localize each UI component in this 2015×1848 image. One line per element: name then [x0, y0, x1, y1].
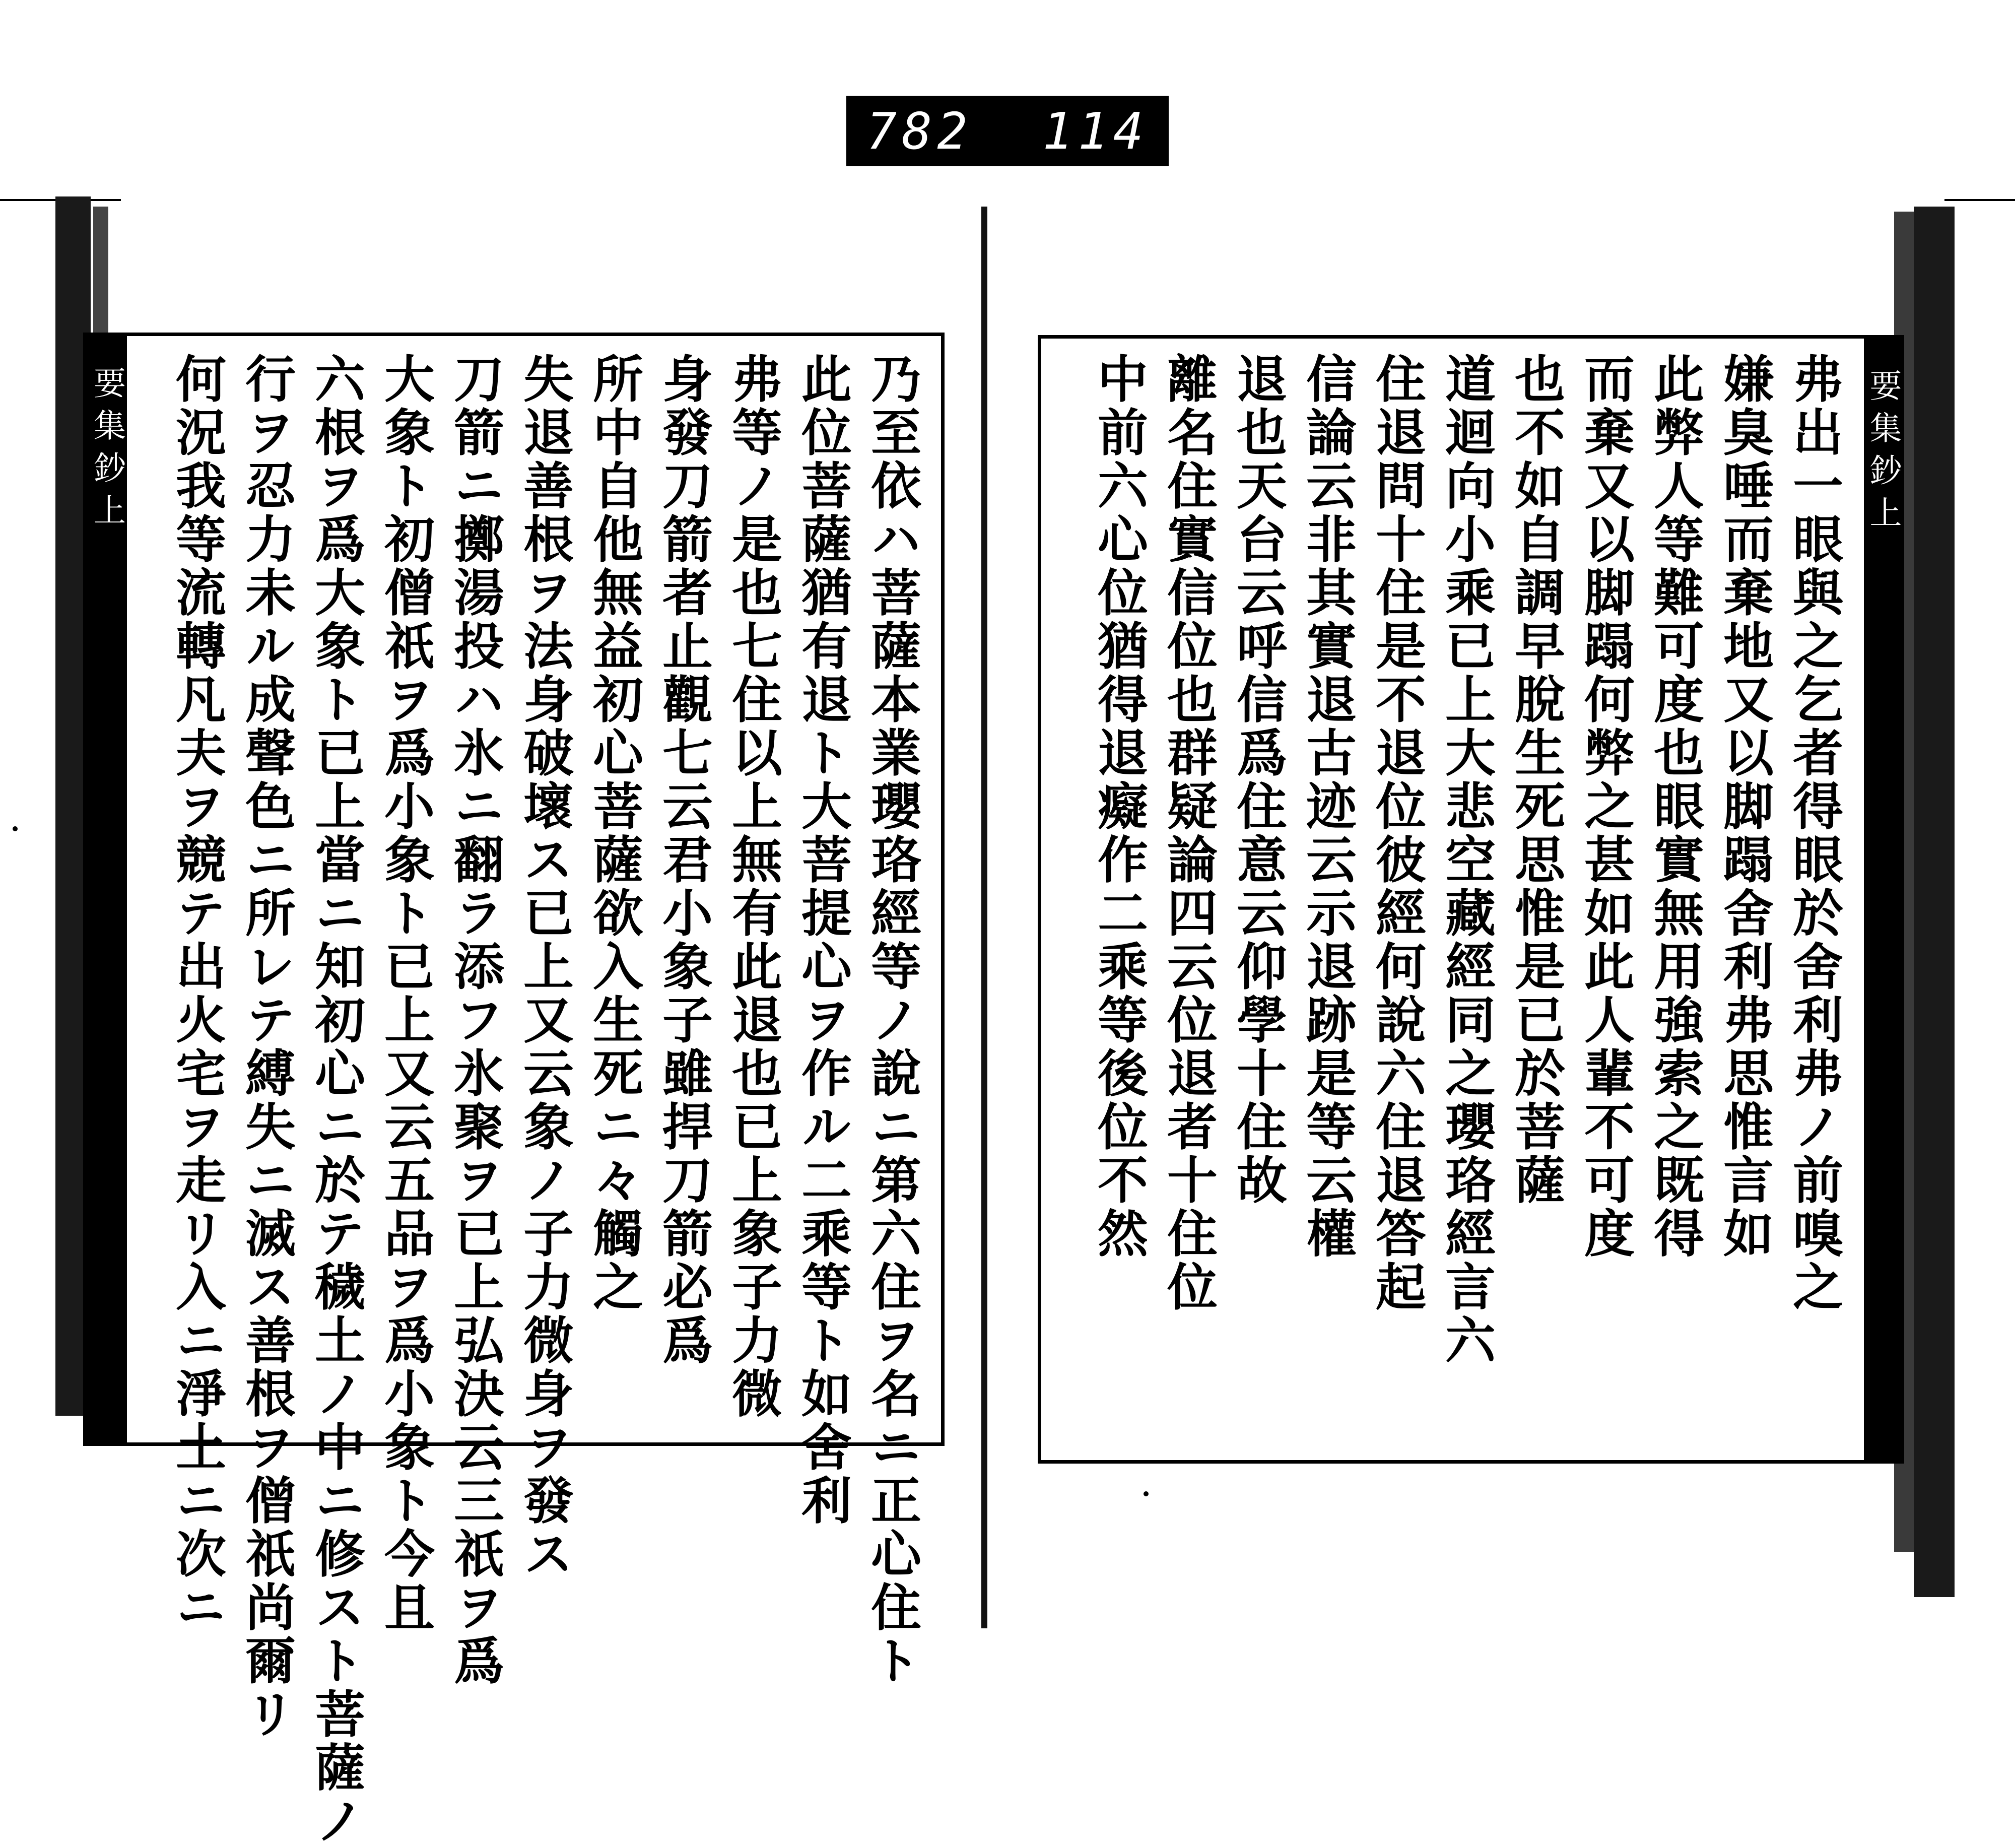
text-column: 失退善根ヲ法身破壞ス已上又云象ノ子力微身ヲ發ス	[515, 353, 574, 1581]
scan-speck	[1144, 1491, 1149, 1496]
text-column: 而棄又以脚蹋何弊之甚如此人輩不可度	[1576, 353, 1635, 1261]
right-band-title: 要集鈔上	[1864, 369, 1902, 538]
text-column: 此弊人等難可度也眼實無用強索之既得	[1645, 353, 1705, 1261]
right-page-text	[1048, 353, 1849, 1446]
text-column: 住退問十住是不退位彼經何說六住退答起	[1367, 353, 1427, 1314]
text-column: 乃至依ハ菩薩本業瓔珞經等ノ說ニ第六住ヲ名ニ正心住ト	[862, 353, 922, 1688]
text-column: 退也天台云呼信爲住意云仰學十住故	[1228, 353, 1288, 1207]
text-column: 弗出一眼與之乞者得眼於舍利弗ノ前嗅之	[1784, 353, 1844, 1314]
left-page-margin-band	[87, 336, 127, 1442]
catalog-number-left: 782	[866, 101, 973, 161]
text-column: 刀箭ニ擲湯投ハ氷ニ翻ラ添フ氷聚ヲ已上弘決云三祇ヲ爲	[445, 353, 505, 1688]
right-page-edge	[1914, 207, 1955, 1597]
left-band-title: 要集鈔上	[88, 366, 125, 536]
text-column: 也不如自調早脫生死思惟是已於菩薩	[1506, 353, 1566, 1207]
text-column: 嫌臭唾而棄地又以脚蹋舍利弗思惟言如	[1715, 353, 1774, 1261]
left-page-text	[136, 353, 927, 1848]
text-column: 離名住實信位也群疑論四云位退者十住位	[1159, 353, 1218, 1314]
text-column: 信論云非其實退古迹云示退跡是等云權	[1298, 353, 1357, 1261]
right-page-margin-band	[1864, 339, 1902, 1460]
text-column: 身發刀箭者止觀七云君小象子雖捍刀箭必爲	[654, 353, 713, 1367]
text-column: 何況我等流轉凡夫ヲ競テ出火宅ヲ走リ入ニ淨土ニ次ニ	[167, 353, 227, 1634]
catalog-number-right: 114	[1042, 101, 1149, 161]
text-column: 所中自他無益初心菩薩欲入生死ニ々觸之	[584, 353, 644, 1314]
text-column: 弗等ノ是也七住以上無有此退也已上象子力微	[723, 353, 783, 1421]
text-column: 道迴向小乘已上大悲空藏經同之瓔珞經言六	[1437, 353, 1496, 1367]
text-column: 中前六心位猶得退癡作二乘等後位不然	[1089, 353, 1149, 1261]
scan-speck	[13, 826, 18, 831]
text-column: 行ヲ忍力未ル成聲色ニ所レテ縛失ニ滅ス善根ヲ僧祇尚爾リ	[237, 353, 296, 1741]
text-column: 六根ヲ爲大象ト已上當ニ知初心ニ於テ穢土ノ中ニ修スト菩薩ノ	[306, 353, 366, 1848]
text-column: 大象ト初僧祇ヲ爲小象ト已上又云五品ヲ爲小象ト今且	[376, 353, 435, 1634]
catalog-label	[846, 96, 1169, 166]
book-spine	[981, 207, 987, 1628]
top-rule-right	[1944, 199, 2015, 201]
text-column: 此位菩薩猶有退ト大菩提心ヲ作ル二乘等ト如舍利	[793, 353, 852, 1528]
